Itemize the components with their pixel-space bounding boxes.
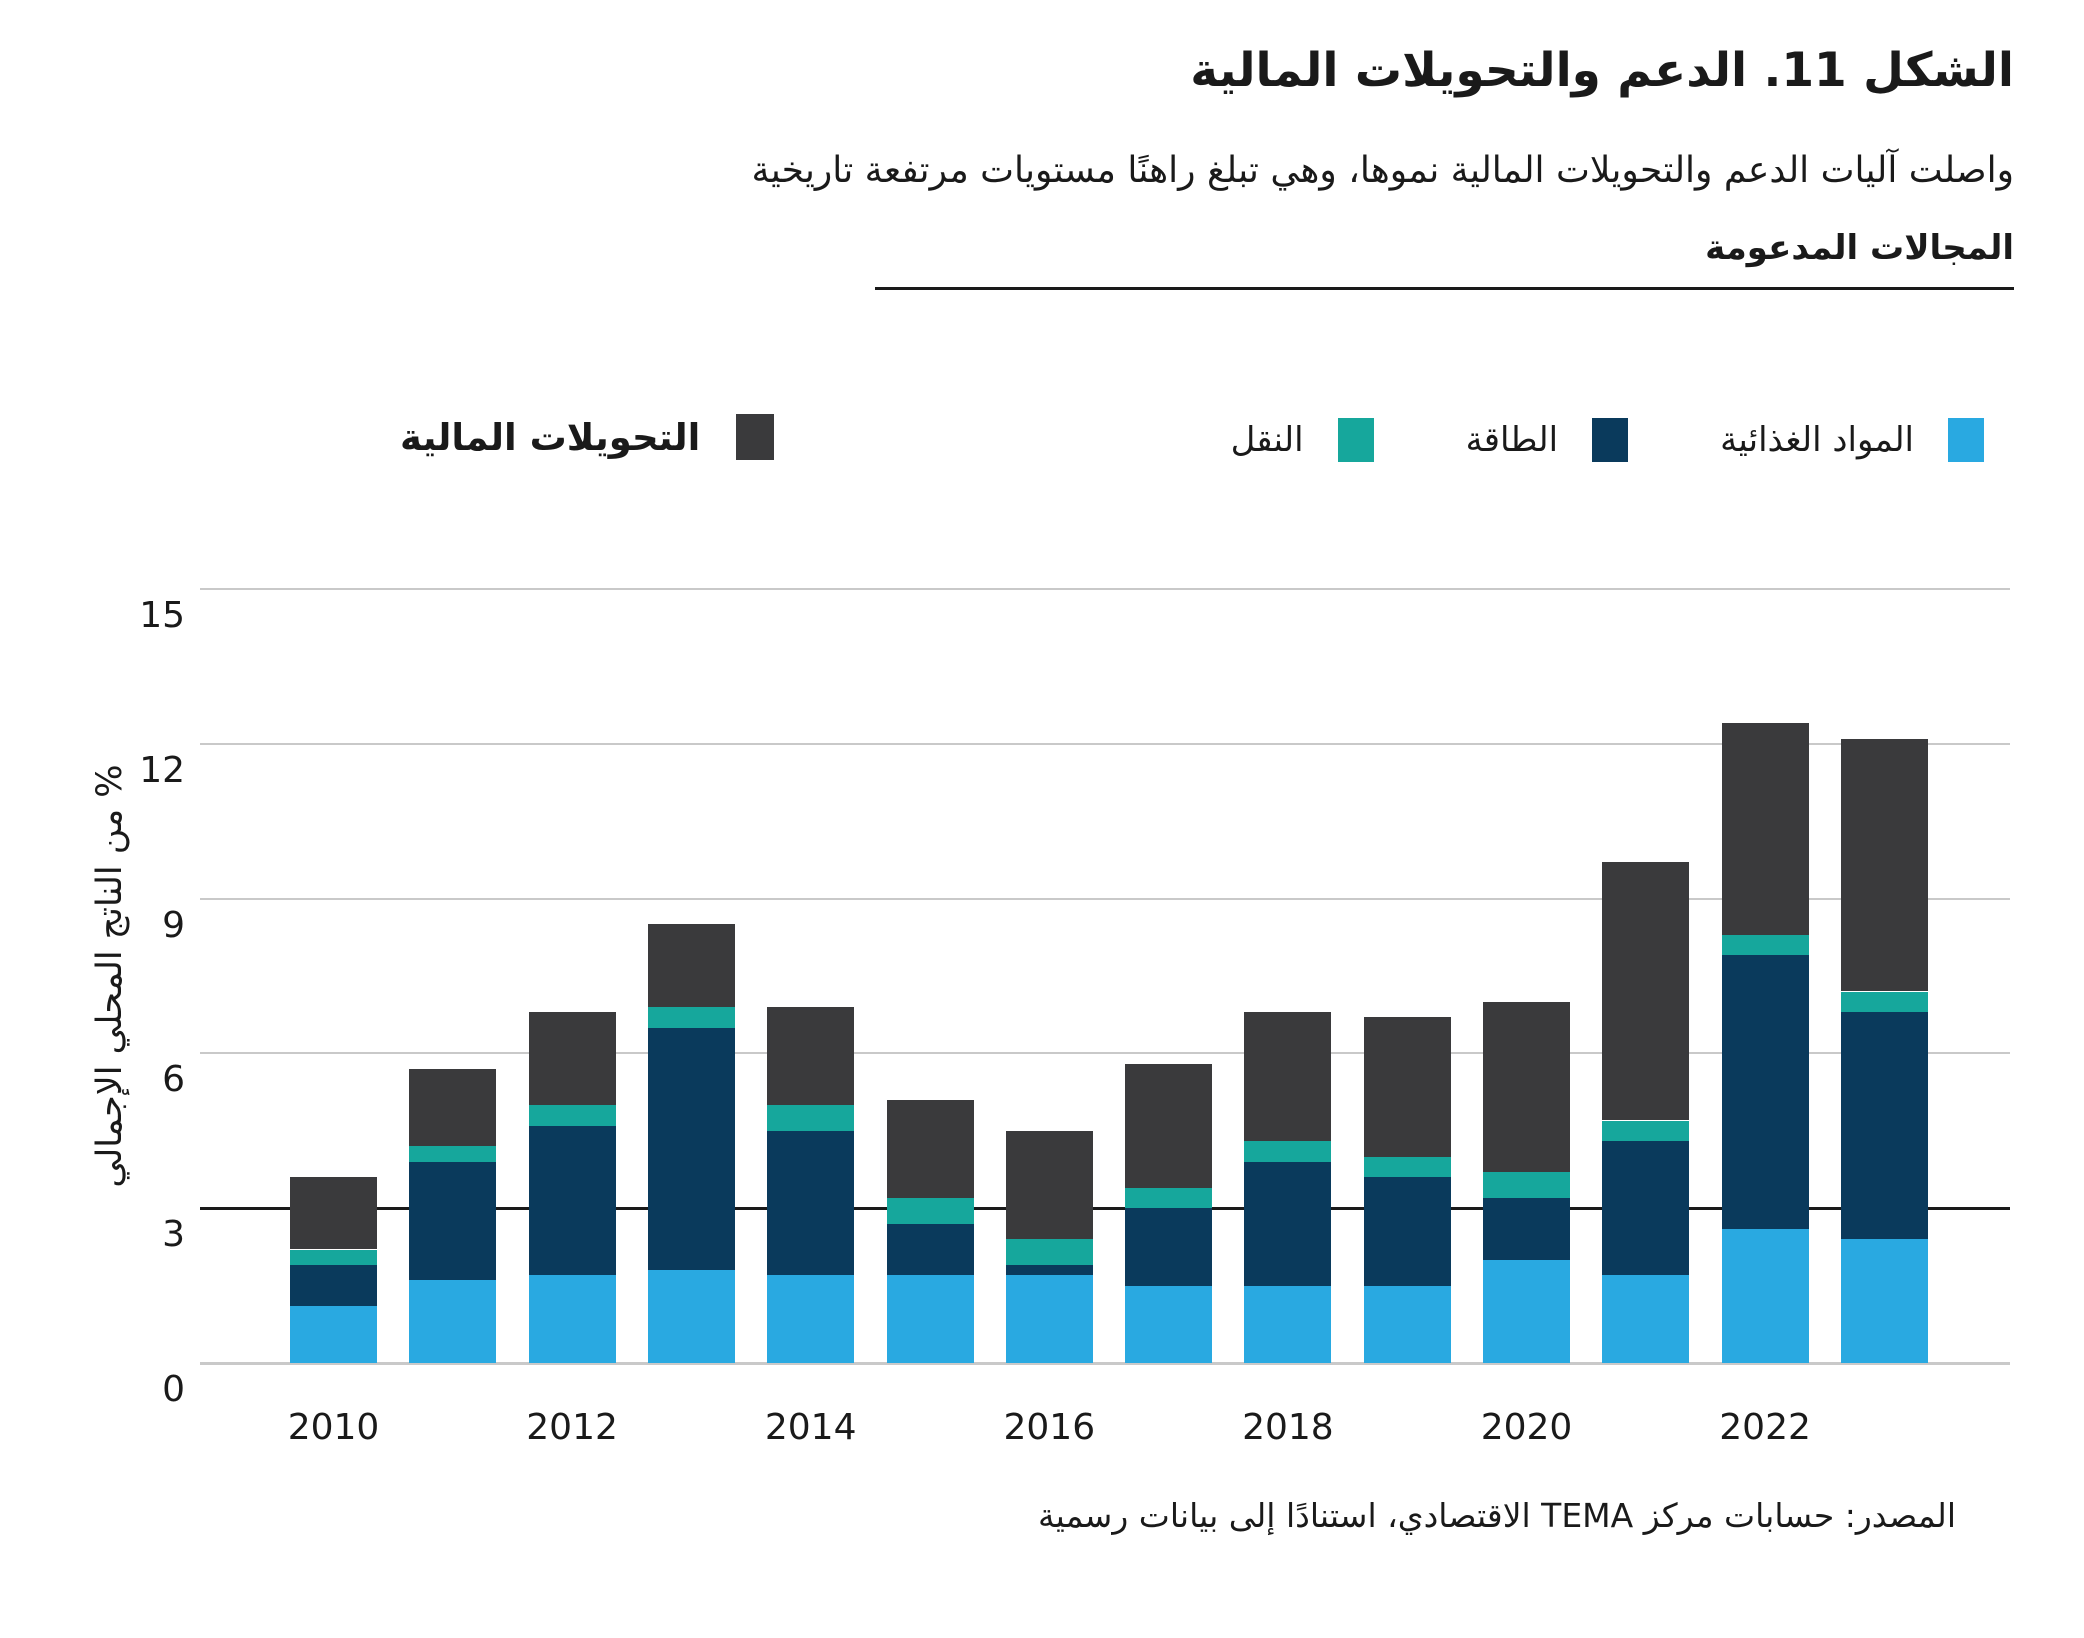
bar-segment-transfers-2015 — [887, 1100, 974, 1198]
bar-2023 — [1841, 739, 1928, 1363]
transfers-label: التحويلات المالية — [400, 415, 701, 459]
y-tick-6: 6 — [162, 1059, 185, 1101]
bar-segment-transport-2022 — [1722, 935, 1809, 956]
bar-segment-transfers-2022 — [1722, 723, 1809, 935]
bar-segment-energy-2018 — [1244, 1162, 1331, 1286]
figure-subtitle: واصلت آليات الدعم والتحويلات المالية نموها، وهي تبلغ راهنًا مستويات مرتفعة تاريخية — [751, 150, 2014, 191]
bar-segment-food-2020 — [1483, 1260, 1570, 1363]
bar-segment-energy-2021 — [1602, 1141, 1689, 1275]
x-tick-2012: 2012 — [526, 1407, 618, 1448]
bar-2011 — [409, 1069, 496, 1363]
bar-segment-transfers-2018 — [1244, 1012, 1331, 1141]
bar-segment-transfers-2011 — [409, 1069, 496, 1146]
bar-segment-transport-2020 — [1483, 1172, 1570, 1198]
bar-segment-energy-2023 — [1841, 1012, 1928, 1239]
bar-segment-energy-2011 — [409, 1162, 496, 1281]
bar-segment-transfers-2014 — [767, 1007, 854, 1105]
energy-swatch-icon — [1592, 418, 1628, 462]
bar-segment-food-2014 — [767, 1275, 854, 1363]
x-tick-2018: 2018 — [1242, 1407, 1334, 1448]
x-tick-2022: 2022 — [1719, 1407, 1811, 1448]
bar-segment-transfers-2016 — [1006, 1131, 1093, 1239]
bar-segment-food-2023 — [1841, 1239, 1928, 1363]
bar-segment-transport-2021 — [1602, 1121, 1689, 1142]
bar-segment-food-2017 — [1125, 1286, 1212, 1363]
bar-segment-transfers-2020 — [1483, 1002, 1570, 1172]
bar-segment-energy-2012 — [529, 1126, 616, 1276]
bar-segment-transport-2017 — [1125, 1188, 1212, 1209]
bar-segment-transport-2018 — [1244, 1141, 1331, 1162]
food-label: المواد الغذائية — [1720, 420, 1914, 460]
bar-2013 — [648, 924, 735, 1363]
bar-segment-energy-2017 — [1125, 1208, 1212, 1285]
bar-segment-transfers-2013 — [648, 924, 735, 1007]
bar-segment-transfers-2017 — [1125, 1064, 1212, 1188]
y-tick-15: 15 — [139, 595, 185, 636]
bar-segment-transport-2016 — [1006, 1239, 1093, 1265]
legend-group-underline — [875, 287, 2014, 290]
food-swatch-icon — [1948, 418, 1984, 462]
bar-segment-transport-2011 — [409, 1146, 496, 1161]
bar-segment-food-2019 — [1364, 1286, 1451, 1363]
transfers-swatch-icon — [736, 414, 774, 460]
bar-segment-transport-2012 — [529, 1105, 616, 1126]
bar-segment-energy-2013 — [648, 1028, 735, 1271]
bar-segment-food-2018 — [1244, 1286, 1331, 1363]
bar-segment-transport-2015 — [887, 1198, 974, 1224]
legend-item-transport — [1231, 418, 1374, 462]
legend-item-food — [1720, 418, 1984, 462]
bar-2019 — [1364, 1017, 1451, 1363]
y-tick-0: 0 — [162, 1369, 185, 1410]
source-note: المصدر: حسابات مركز TEMA الاقتصادي، استنادًا إلى بيانات رسمية — [1037, 1496, 1956, 1535]
bar-segment-transfers-2023 — [1841, 739, 1928, 992]
bar-segment-food-2011 — [409, 1280, 496, 1363]
bar-segment-energy-2020 — [1483, 1198, 1570, 1260]
bar-segment-energy-2022 — [1722, 955, 1809, 1228]
transport-label: النقل — [1230, 420, 1304, 460]
x-tick-2016: 2016 — [1003, 1407, 1096, 1448]
bar-segment-food-2015 — [887, 1275, 974, 1363]
bar-segment-energy-2016 — [1006, 1265, 1093, 1275]
y-tick-9: 9 — [162, 904, 185, 946]
bar-segment-transfers-2010 — [290, 1177, 377, 1249]
legend-item-energy — [1466, 418, 1629, 462]
bar-segment-transport-2014 — [767, 1105, 854, 1131]
bar-segment-transfers-2019 — [1364, 1017, 1451, 1156]
legend-supported-areas — [1231, 418, 1984, 462]
transport-swatch-icon — [1338, 418, 1374, 462]
bar-segment-transport-2023 — [1841, 992, 1928, 1013]
x-tick-2020: 2020 — [1480, 1407, 1573, 1448]
bar-segment-food-2013 — [648, 1270, 735, 1363]
bar-segment-transfers-2021 — [1602, 862, 1689, 1120]
bar-2021 — [1602, 862, 1689, 1363]
gridline-15 — [200, 588, 2010, 590]
bar-segment-transport-2019 — [1364, 1157, 1451, 1178]
bar-segment-transfers-2012 — [529, 1012, 616, 1105]
bar-2010 — [290, 1177, 377, 1363]
bar-segment-transport-2010 — [290, 1250, 377, 1265]
bar-segment-transport-2013 — [648, 1007, 735, 1028]
bar-segment-energy-2010 — [290, 1265, 377, 1306]
bar-chart-plot-area — [200, 589, 2010, 1363]
bar-2015 — [887, 1100, 974, 1363]
bar-2020 — [1483, 1002, 1570, 1363]
bar-2014 — [767, 1007, 854, 1363]
bar-segment-food-2012 — [529, 1275, 616, 1363]
figure-title: الشكل 11. الدعم والتحويلات المالية — [1190, 43, 2014, 98]
legend-group-header: المجالات المدعومة — [1705, 228, 2014, 268]
energy-label: الطاقة — [1465, 420, 1559, 460]
bar-segment-energy-2014 — [767, 1131, 854, 1275]
bar-segment-energy-2019 — [1364, 1177, 1451, 1285]
y-tick-12: 12 — [139, 749, 185, 791]
legend-item-transfers — [400, 414, 774, 460]
bar-segment-food-2010 — [290, 1306, 377, 1363]
bar-segment-food-2016 — [1006, 1275, 1093, 1363]
x-tick-2010: 2010 — [287, 1407, 380, 1448]
bar-segment-food-2021 — [1602, 1275, 1689, 1363]
y-axis-title: % من الناتج المحلي الإجمالي — [90, 764, 130, 1188]
bar-2017 — [1125, 1064, 1212, 1363]
bar-segment-energy-2015 — [887, 1224, 974, 1276]
y-tick-3: 3 — [162, 1214, 185, 1256]
bar-2022 — [1722, 723, 1809, 1363]
bar-segment-food-2022 — [1722, 1229, 1809, 1363]
x-tick-2014: 2014 — [764, 1407, 857, 1448]
bar-2018 — [1244, 1012, 1331, 1363]
bar-2012 — [529, 1012, 616, 1363]
bar-2016 — [1006, 1131, 1093, 1363]
